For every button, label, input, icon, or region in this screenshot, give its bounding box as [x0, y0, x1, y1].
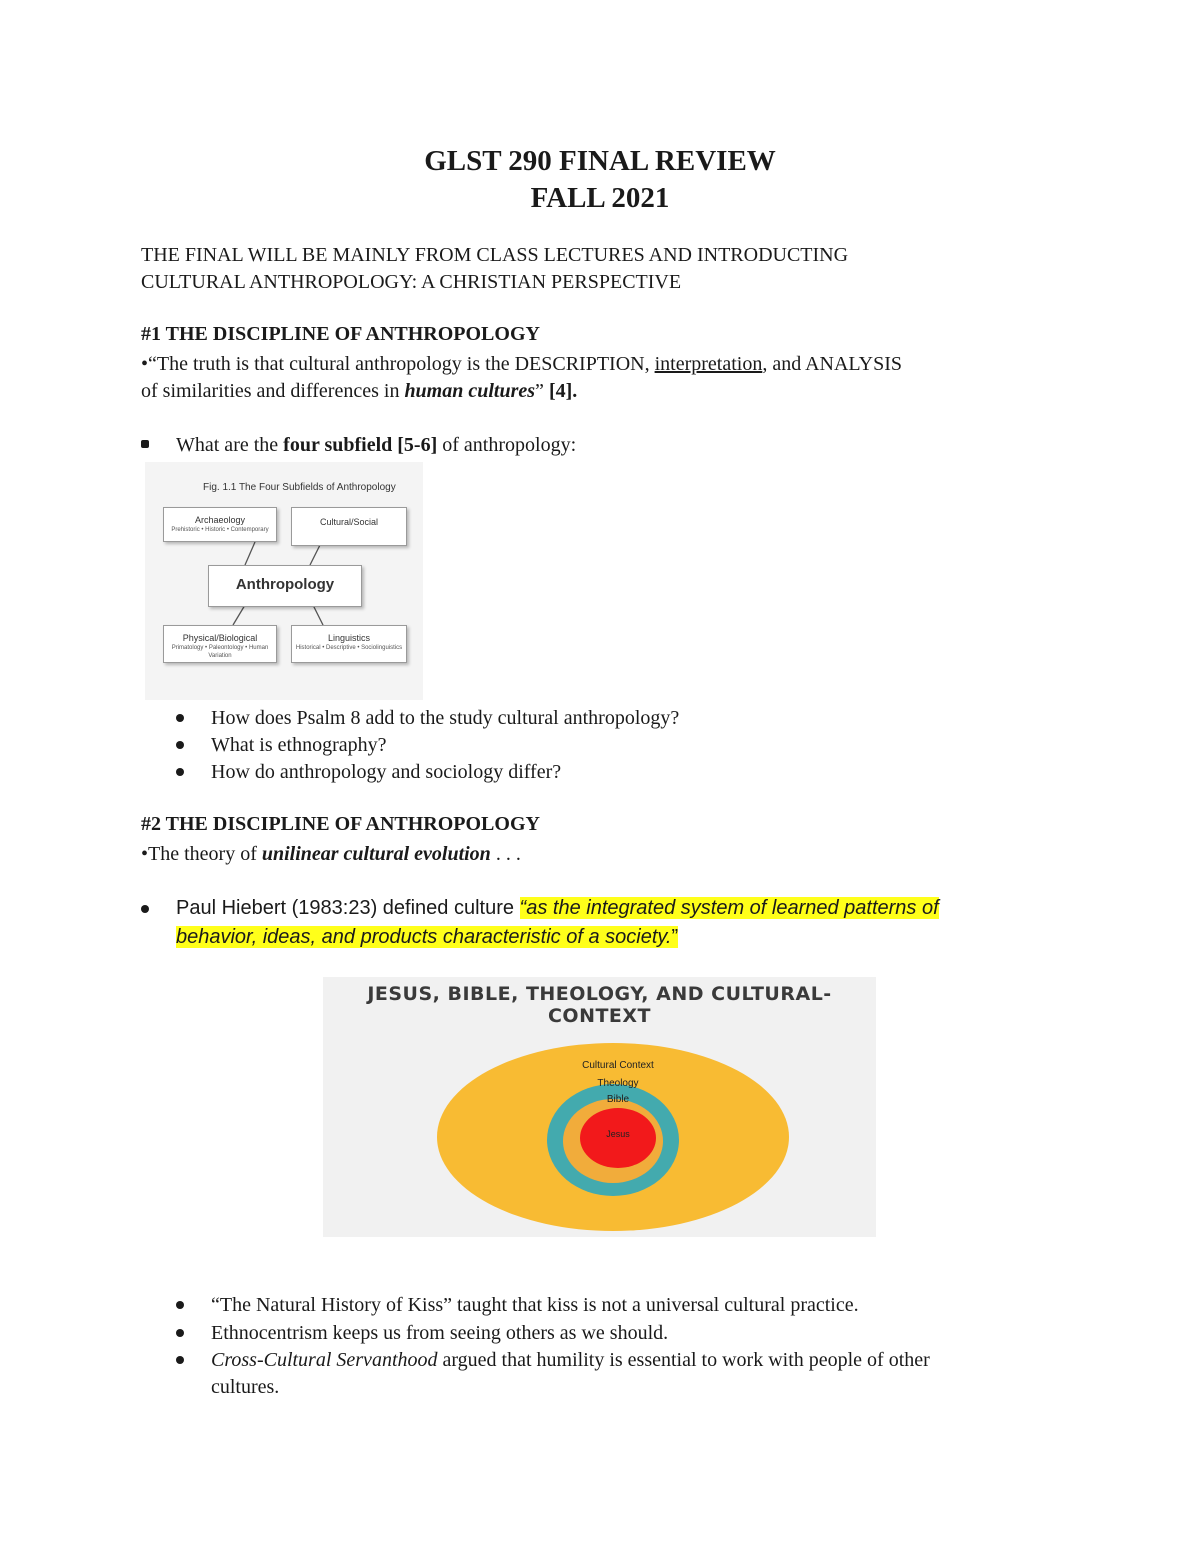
list-item: Ethnocentrism keeps us from seeing others as we should.	[211, 1322, 669, 1344]
anthropology-title: Anthropology	[235, 576, 335, 593]
jesus-bible-theology-context-figure	[323, 977, 876, 1237]
section1-heading: #1 THE DISCIPLINE OF ANTHROPOLOGY	[141, 323, 540, 345]
archaeology-title: Archaeology	[194, 515, 246, 525]
theory-prefix: •The theory of	[141, 843, 262, 865]
ring-label-cultural-context: Cultural Context	[582, 1060, 654, 1071]
ring-label-bible: Bible	[606, 1094, 630, 1105]
servanthood-cont: cultures.	[211, 1376, 280, 1398]
cultural-social-box	[291, 507, 407, 546]
quote-ref: [4].	[548, 380, 578, 402]
unilinear-theory-line	[141, 841, 521, 868]
list-item: How does Psalm 8 add to the study cultural anthropology?	[211, 707, 680, 729]
intro-text	[141, 242, 1061, 296]
concentric-rings	[323, 977, 876, 1237]
page-title-line1: GLST 290 FINAL REVIEW	[424, 145, 776, 177]
question-bold: four subfield [5-6]	[283, 434, 438, 456]
hiebert-quote-line1: “as the integrated system of learned patterns of	[519, 897, 939, 919]
page-title-line2: FALL 2021	[530, 182, 670, 214]
bullet-square-icon	[141, 440, 149, 448]
bullet-dot-icon	[176, 1329, 184, 1337]
hiebert-close: ”	[671, 926, 679, 948]
quote-underlined: interpretation	[654, 353, 763, 375]
physical-biological-title: Physical/Biological	[182, 633, 258, 643]
list-item: “The Natural History of Kiss” taught that kiss is not a universal cultural practice.	[211, 1294, 859, 1316]
bullet-dot-icon	[176, 1301, 184, 1309]
list-item: What is ethnography?	[211, 734, 387, 756]
theory-suffix: . . .	[490, 843, 521, 865]
four-subfield-question	[176, 432, 576, 459]
four-subfields-figure	[145, 462, 423, 700]
list-item: How do anthropology and sociology differ?	[211, 761, 562, 783]
archaeology-sub: Prehistoric • Historic • Contemporary	[171, 527, 269, 533]
quote-part2: , and ANALYSIS	[762, 353, 902, 375]
physical-biological-sub: Primatology • Paleontology • Human Variation	[171, 645, 269, 659]
section1-quote	[141, 351, 1061, 405]
question-prefix: What are the	[176, 434, 284, 456]
linguistics-box	[291, 625, 407, 663]
anthropology-box	[208, 565, 362, 607]
linguistics-title: Linguistics	[327, 633, 371, 643]
bullet-dot-icon	[176, 1356, 184, 1364]
ring-label-jesus: Jesus	[606, 1129, 630, 1139]
servanthood-title: Cross-Cultural Servanthood	[211, 1349, 438, 1371]
bullet-dot-icon	[176, 741, 184, 749]
physical-biological-box	[163, 625, 277, 663]
servanthood-rest: argued that humility is essential to work with people of other	[437, 1349, 930, 1371]
figure2-title: JESUS, BIBLE, THEOLOGY, AND CULTURAL-CONTEXT	[367, 983, 832, 1027]
cultural-social-title: Cultural/Social	[319, 517, 379, 527]
hiebert-prefix: Paul Hiebert (1983:23) defined culture	[176, 897, 520, 919]
quote-line2-part1: of similarities and differences in	[141, 380, 405, 402]
quote-line2-bold: human cultures	[404, 380, 536, 402]
hiebert-quote-line2: behavior, ideas, and products characteristic of a society.	[176, 926, 672, 948]
theory-bold: unilinear cultural evolution	[261, 843, 491, 865]
linguistics-sub: Historical • Descriptive • Sociolinguistics	[295, 645, 403, 651]
quote-part1: •“The truth is that cultural anthropology is the DESCRIPTION,	[141, 353, 655, 375]
bullet-dot-icon	[141, 905, 149, 913]
archaeology-box	[163, 507, 277, 542]
figure1-caption: Fig. 1.1 The Four Subfields of Anthropology	[203, 482, 396, 493]
intro-line2: CULTURAL ANTHROPOLOGY: A CHRISTIAN PERSPECTIVE	[141, 271, 682, 293]
intro-line1: THE FINAL WILL BE MAINLY FROM CLASS LECTURES AND INTRODUCTING	[141, 244, 849, 266]
bullet-dot-icon	[176, 768, 184, 776]
list-item	[211, 1347, 1091, 1401]
hiebert-definition	[176, 894, 1076, 952]
question-suffix: of anthropology:	[437, 434, 577, 456]
quote-line2-part2: ”	[535, 380, 549, 402]
ring-label-theology: Theology	[597, 1078, 639, 1089]
section2-heading: #2 THE DISCIPLINE OF ANTHROPOLOGY	[141, 813, 540, 835]
bullet-dot-icon	[176, 714, 184, 722]
